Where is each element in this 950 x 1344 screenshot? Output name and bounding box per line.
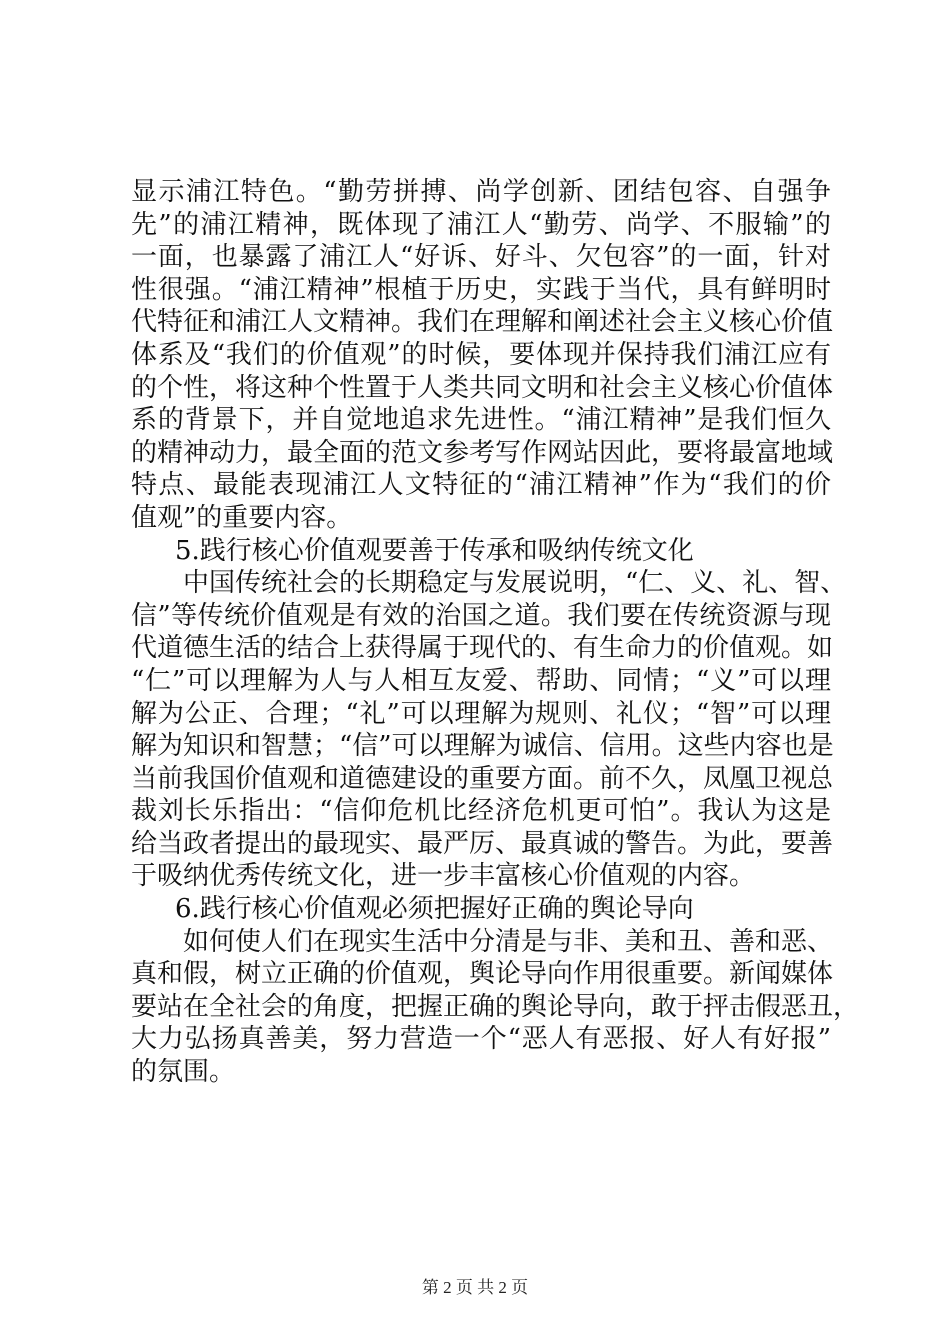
text-line: 值观”的重要内容。 xyxy=(131,502,353,533)
text-line: 如何使人们在现实生活中分清是与非、美和丑、善和恶、 xyxy=(183,926,834,957)
paragraph-traditional-culture xyxy=(131,567,847,893)
text-line: 的精神动力，最全面的范文参考写作网站因此，要将最富地域 xyxy=(131,437,834,468)
text-line: 系的背景下，并自觉地追求先进性。“浦江精神”是我们恒久 xyxy=(131,405,831,436)
text-line: 信”等传统价值观是有效的治国之道。我们要在传统资源与现 xyxy=(131,600,831,631)
page-number-footer: 第 2 页 共 2 页 xyxy=(421,1278,529,1297)
text-line: 大力弘扬真善美，努力营造一个“恶人有恶报、好人有好报” xyxy=(131,1024,831,1055)
text-line: 先”的浦江精神，既体现了浦江人“勤劳、尚学、不服输”的 xyxy=(131,209,831,240)
text-line: 于吸纳优秀传统文化，进一步丰富核心价值观的内容。 xyxy=(131,861,756,892)
text-line: 体系及“我们的价值观”的时候，要体现并保持我们浦江应有 xyxy=(131,339,831,370)
paragraph-pujiang-spirit xyxy=(131,176,834,535)
text-line: 当前我国价值观和道德建设的重要方面。前不久，凤凰卫视总 xyxy=(131,763,834,794)
text-line: 性很强。“浦江精神”根植于历史，实践于当代，具有鲜明时 xyxy=(131,274,831,305)
text-line: 中国传统社会的长期稳定与发展说明，“仁、义、礼、智、 xyxy=(183,568,847,599)
text-line: 代道德生活的结合上获得属于现代的、有生命力的价值观。如 xyxy=(131,633,834,664)
text-line: 的个性，将这种个性置于人类共同文明和社会主义核心价值体 xyxy=(131,372,834,403)
text-line: 解为知识和智慧；“信”可以理解为诚信、信用。这些内容也是 xyxy=(131,731,834,762)
text-line: 真和假，树立正确的价值观，舆论导向作用很重要。新闻媒体 xyxy=(131,959,834,990)
section-heading-5: 5.践行核心价值观要善于传承和吸纳传统文化 xyxy=(175,535,694,566)
text-line: 裁刘长乐指出：“信仰危机比经济危机更可怕”。我认为这是 xyxy=(131,796,831,827)
text-line: 一面，也暴露了浦江人“好诉、好斗、欠包容”的一面，针对 xyxy=(131,242,831,273)
text-line: “仁”可以理解为人与人相互友爱、帮助、同情；“义”可以理 xyxy=(131,665,831,696)
text-line: 特点、最能表现浦江人文特征的“浦江精神”作为“我们的价 xyxy=(131,470,831,501)
text-line: 要站在全社会的角度，把握正确的舆论导向，敢于抨击假恶丑， xyxy=(131,991,860,1022)
document-body xyxy=(131,176,860,1089)
section-heading-6: 6.践行核心价值观必须把握好正确的舆论导向 xyxy=(175,894,694,925)
text-line: 的氛围。 xyxy=(131,1057,236,1088)
text-line: 代特征和浦江人文精神。我们在理解和阐述社会主义核心价值 xyxy=(131,307,834,338)
text-line: 解为公正、合理；“礼”可以理解为规则、礼仪；“智”可以理 xyxy=(131,698,831,729)
paragraph-public-opinion xyxy=(131,926,860,1089)
text-line: 显示浦江特色。“勤劳拼搏、尚学创新、团结包容、自强争 xyxy=(131,177,831,207)
text-line: 给当政者提出的最现实、最严厉、最真诚的警告。为此，要善 xyxy=(131,828,834,859)
